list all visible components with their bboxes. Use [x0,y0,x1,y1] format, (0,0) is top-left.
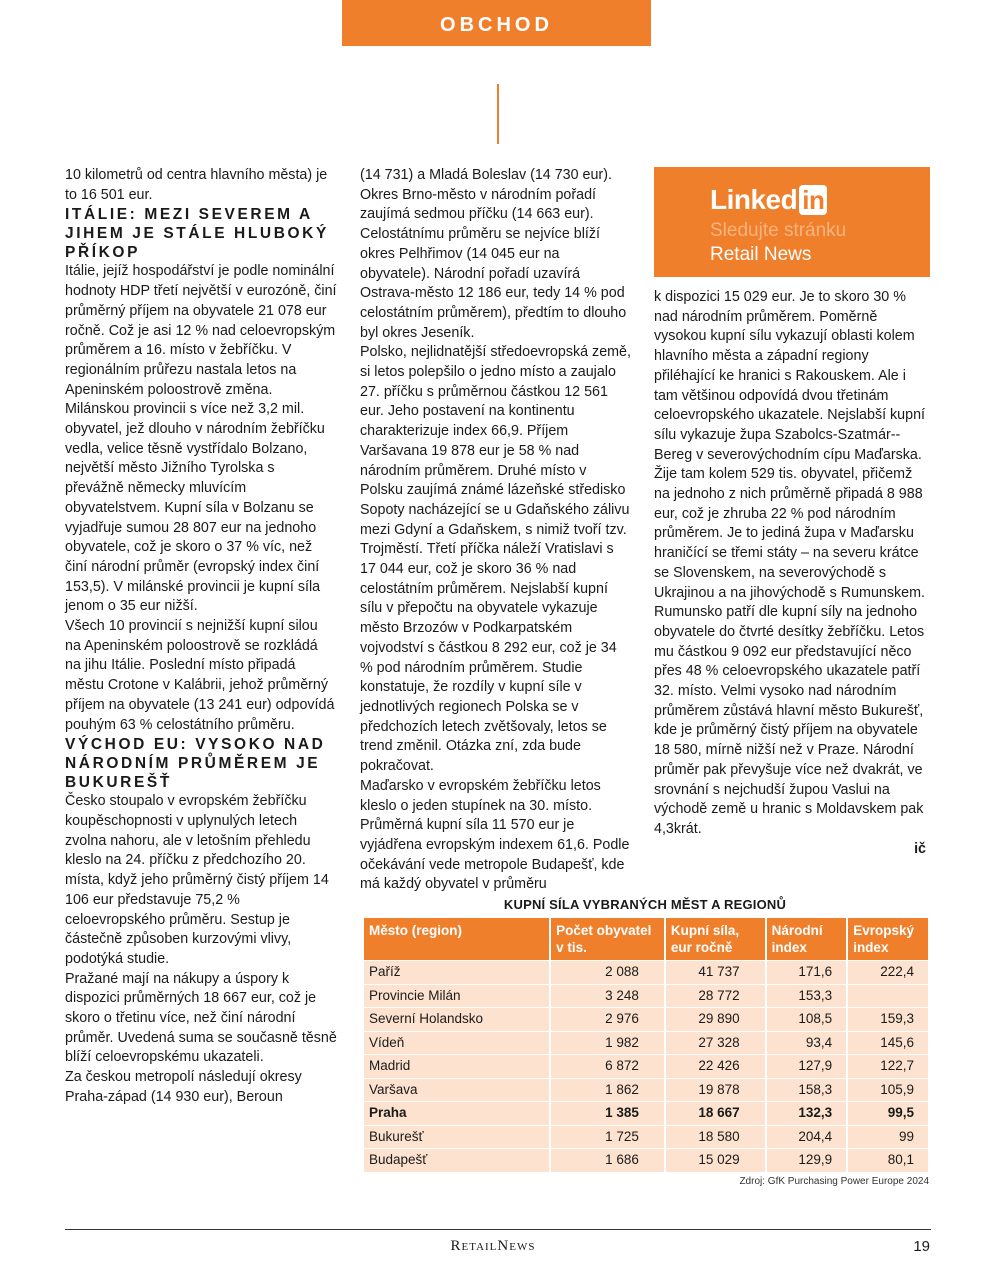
cell-city: Bukurešť [364,1125,549,1149]
cell-purchasing-power: 29 890 [666,1007,765,1031]
cell-purchasing-power: 18 580 [666,1125,765,1149]
cesko-continued-paragraph: (14 731) a Mladá Boleslav (14 730 eur). Okres Brno-město v národním pořadí zaujímá sedmou příčku (14 663 eur). Celostátnímu průměru se nejvíce blíží okres Pelhřimov (14 045 eur na obyvatele). Národní pořadí uzavírá Ostrava-město 12 186 eur, tedy 14 % pod celostátním průměrem), předtím to dlouho byl okres Jeseník. [360,167,627,341]
header-european-index: Evropský index [848,918,928,960]
cell-population: 6 872 [551,1054,664,1078]
page-number: 19 [913,1238,930,1255]
footer-logo: RetailNews [450,1238,536,1254]
linkedin-in-icon: in [799,185,827,215]
footer-rule [65,1229,931,1230]
table-row [364,1054,928,1078]
cell-purchasing-power: 27 328 [666,1031,765,1055]
linkedin-promo[interactable] [654,167,930,277]
cell-european-index: 122,7 [848,1054,928,1078]
cell-european-index: 99 [848,1125,928,1149]
cell-european-index: 99,5 [848,1101,928,1125]
center-rule [497,84,499,144]
cell-city: Budapešť [364,1148,549,1172]
table-row [364,960,928,984]
madarsko-paragraph: Maďarsko v evropském žebříčku letos kleslo o jeden stupínek na 30. místo. Průměrná kupní síla 11 570 eur je vyjádřena evropským indexem 61,6. Podle očekávání vede metropole Budapešť, kde má každý obyvatel v průměru [360,777,630,893]
cell-national-index: 132,3 [767,1101,847,1125]
table-header-row [364,918,928,960]
vychod-paragraph-1: Česko stoupalo v evropském žebříčku koupěschopnosti v uplynulých letech zvolna nahoru, ale v letošním přehledu kleslo na 24. příčku z předchozího 20. místa, když jeho průměrný čistý příjem 14 106 eur představuje 75,2 % celoevropského průměru. Sestup je částečně způsoben kurzovými vlivy, podotýká studie. [65,793,329,967]
cell-population: 1 725 [551,1125,664,1149]
cell-european-index: 159,3 [848,1007,928,1031]
linkedin-page-name: Retail News [710,244,812,265]
cell-purchasing-power: 18 667 [666,1101,765,1125]
intro-paragraph: 10 kilometrů od centra hlavního města) je to 16 501 eur. [65,167,328,203]
cell-city: Vídeň [364,1031,549,1055]
cell-national-index: 204,4 [767,1125,847,1149]
section-tag: OBCHOD [342,0,651,46]
cell-city: Madrid [364,1054,549,1078]
linkedin-follow-text: Sledujte stránku [710,220,847,241]
table-row [364,1148,928,1172]
heading-vychod: VÝCHOD EU: VYSOKO NAD NÁRODNÍM PRŮMĚREM JE BUKUREŠŤ [65,736,326,792]
cell-population: 2 976 [551,1007,664,1031]
cell-population: 1 862 [551,1078,664,1102]
rumunsko-paragraph: Rumunsko patří dle kupní síly na jednoho obyvatele do čtvrté desítky žebříčku. Letos mu částkou 9 092 eur představující něco přes 48 % celoevropského ukazatele patří 32. místo. Velmi vysoko nad národním průměrem zůstává hlavní město Bukurešť, kde je průměrný čistý příjem na obyvatele 18 580, mírně nižší než v Praze. Národní průměr pak převyšuje více než dvakrát, ve srovnání s nejchudší župou Vaslui na východě země u hranic s Moldavskem pak 4,3krát. [654,604,925,837]
column-1 [65,166,337,1108]
table-row [364,1078,928,1102]
header-population: Počet obyvatel v tis. [551,918,664,960]
table-row [364,1031,928,1055]
cell-purchasing-power: 22 426 [666,1054,765,1078]
cell-population: 3 248 [551,984,664,1008]
cell-national-index: 153,3 [767,984,847,1008]
cell-city: Varšava [364,1078,549,1102]
cell-city: Provincie Milán [364,984,549,1008]
cell-purchasing-power: 19 878 [666,1078,765,1102]
cell-purchasing-power: 28 772 [666,984,765,1008]
cell-purchasing-power: 41 737 [666,960,765,984]
italie-paragraph-1: Itálie, jejíž hospodářství je podle nominální hodnoty HDP třetí největší v eurozóně, činí průměrný příjem na obyvatele 21 078 eur ročně. Což je asi 12 % nad celoevropským průměrem a 16. místo v žebříčku. V regionálním průřezu nastala letos na Apeninském poloostrově změna. Milánskou provincii s více než 3,2 mil. obyvatel, jež dlouho v národním žebříčku vedla, velice těsně vystřídalo Bolzano, největší město Jižního Tyrolska s převážně německy mluvícím obyvatelstvem. Kupní síla v Bolzanu se vyjadřuje sumou 28 807 eur na jednoho obyvatele, což je skoro o 37 % víc, než činí národní průměr (evropský index činí 153,5). V milánské provincii je kupní síla jenom o 35 eur nižší. [65,263,337,615]
cell-national-index: 129,9 [767,1148,847,1172]
cell-city: Praha [364,1101,549,1125]
header-national-index: Národní index [767,918,847,960]
cell-european-index [848,984,928,1008]
cell-national-index: 158,3 [767,1078,847,1102]
table-row [364,1125,928,1149]
column-3 [654,288,926,859]
purchasing-power-table [362,918,930,1172]
heading-italie: ITÁLIE: MEZI SEVEREM A JIHEM JE STÁLE HLUBOKÝ PŘÍKOP [65,206,329,262]
cell-national-index: 93,4 [767,1031,847,1055]
column-2 [360,166,632,895]
linkedin-logo: Linked in [710,184,827,216]
cell-european-index: 80,1 [848,1148,928,1172]
vychod-paragraph-3: Za českou metropolí následují okresy Praha-západ (14 930 eur), Beroun [65,1069,302,1105]
cell-city: Severní Holandsko [364,1007,549,1031]
header-city: Město (region) [364,918,549,960]
cell-national-index: 127,9 [767,1054,847,1078]
italie-paragraph-2: Všech 10 provincií s nejnižší kupní silou na Apeninském poloostrově se rozkládá na jihu Itálie. Poslední místo připadá městu Crotone v Kalábrii, jehož průměrný příjem na obyvatele (13 241 eur) odpovídá pouhým 63 % celostátního průměru. [65,618,335,733]
header-purchasing-power: Kupní síla, eur ročně [666,918,765,960]
cell-european-index: 222,4 [848,960,928,984]
madarsko-continued-paragraph: k dispozici 15 029 eur. Je to skoro 30 % nad národním průměrem. Poměrně vysokou kupní sílu vykazují oblasti kolem hlavního města a západní regiony přiléhající ke hranici s Rakouskem. Ale i tam většinou odpovídá dvou třetinám celoevropského ukazatele. Nejslabší kupní sílu vykazuje župa Szabolcs-Szatmár--Bereg v severovýchodním cípu Maďarska. Žije tam kolem 529 tis. obyvatel, přičemž na jednoho z nich průměrně připadá 8 988 eur, což je zhruba 22 % pod národním průměrem. Je to jediná župa v Maďarsku hraničící se třemi státy – na severu krátce se Slovenskem, na severovýchodě s Ukrajinou a na jihovýchodě s Rumunskem. [654,289,926,601]
cell-city: Paříž [364,960,549,984]
table-row [364,984,928,1008]
cell-population: 2 088 [551,960,664,984]
cell-national-index: 171,6 [767,960,847,984]
cell-purchasing-power: 15 029 [666,1148,765,1172]
cell-population: 1 385 [551,1101,664,1125]
cell-population: 1 686 [551,1148,664,1172]
vychod-paragraph-2: Pražané mají na nákupy a úspory k dispozici průměrných 18 667 eur, což je skoro o třetinu více, než činí národní průměr. Uvedená suma se současně těsně blíží celoevropskému ukazateli. [65,970,337,1066]
cell-population: 1 982 [551,1031,664,1055]
cell-national-index: 108,5 [767,1007,847,1031]
cell-european-index: 145,6 [848,1031,928,1055]
polsko-paragraph: Polsko, nejlidnatější středoevropská země, si letos polepšilo o jedno místo a zaujalo 27. příčku s průměrnou částkou 12 561 eur. Jeho postavení na kontinentu charakterizuje index 66,9. Příjem Varšavana 19 878 eur je 58 % nad národním průměrem. Druhé místo v Polsku zaujímá známé lázeňské středisko Sopoty nacházející se u Gdaňského zálivu mezi Gdyní a Gdaňskem, s nimiž tvoří tzv. Trojměstí. Třetí příčka náleží Vratislavi s 17 044 eur, což je skoro 36 % nad celostátním průměrem. Nejslabší kupní sílu v přepočtu na obyvatele vykazuje město Brzozów v Podkarpatském vojvodství s částkou 8 292 eur, což je 34 % pod národním průměrem. Studie konstatuje, že rozdíly v kupní síle v jednotlivých regionech Polska se v předchozích letech zvětšovaly, letos se trend změnil. Otázka zní, zda bude pokračovat. [360,344,631,775]
table-row [364,1007,928,1031]
table-title: KUPNÍ SÍLA VYBRANÝCH MĚST A REGIONŮ [503,897,787,912]
table-row-highlight [364,1101,928,1125]
cell-european-index: 105,9 [848,1078,928,1102]
author-signature: ič [914,840,926,857]
table-source: Zdroj: GfK Purchasing Power Europe 2024 [739,1176,929,1187]
